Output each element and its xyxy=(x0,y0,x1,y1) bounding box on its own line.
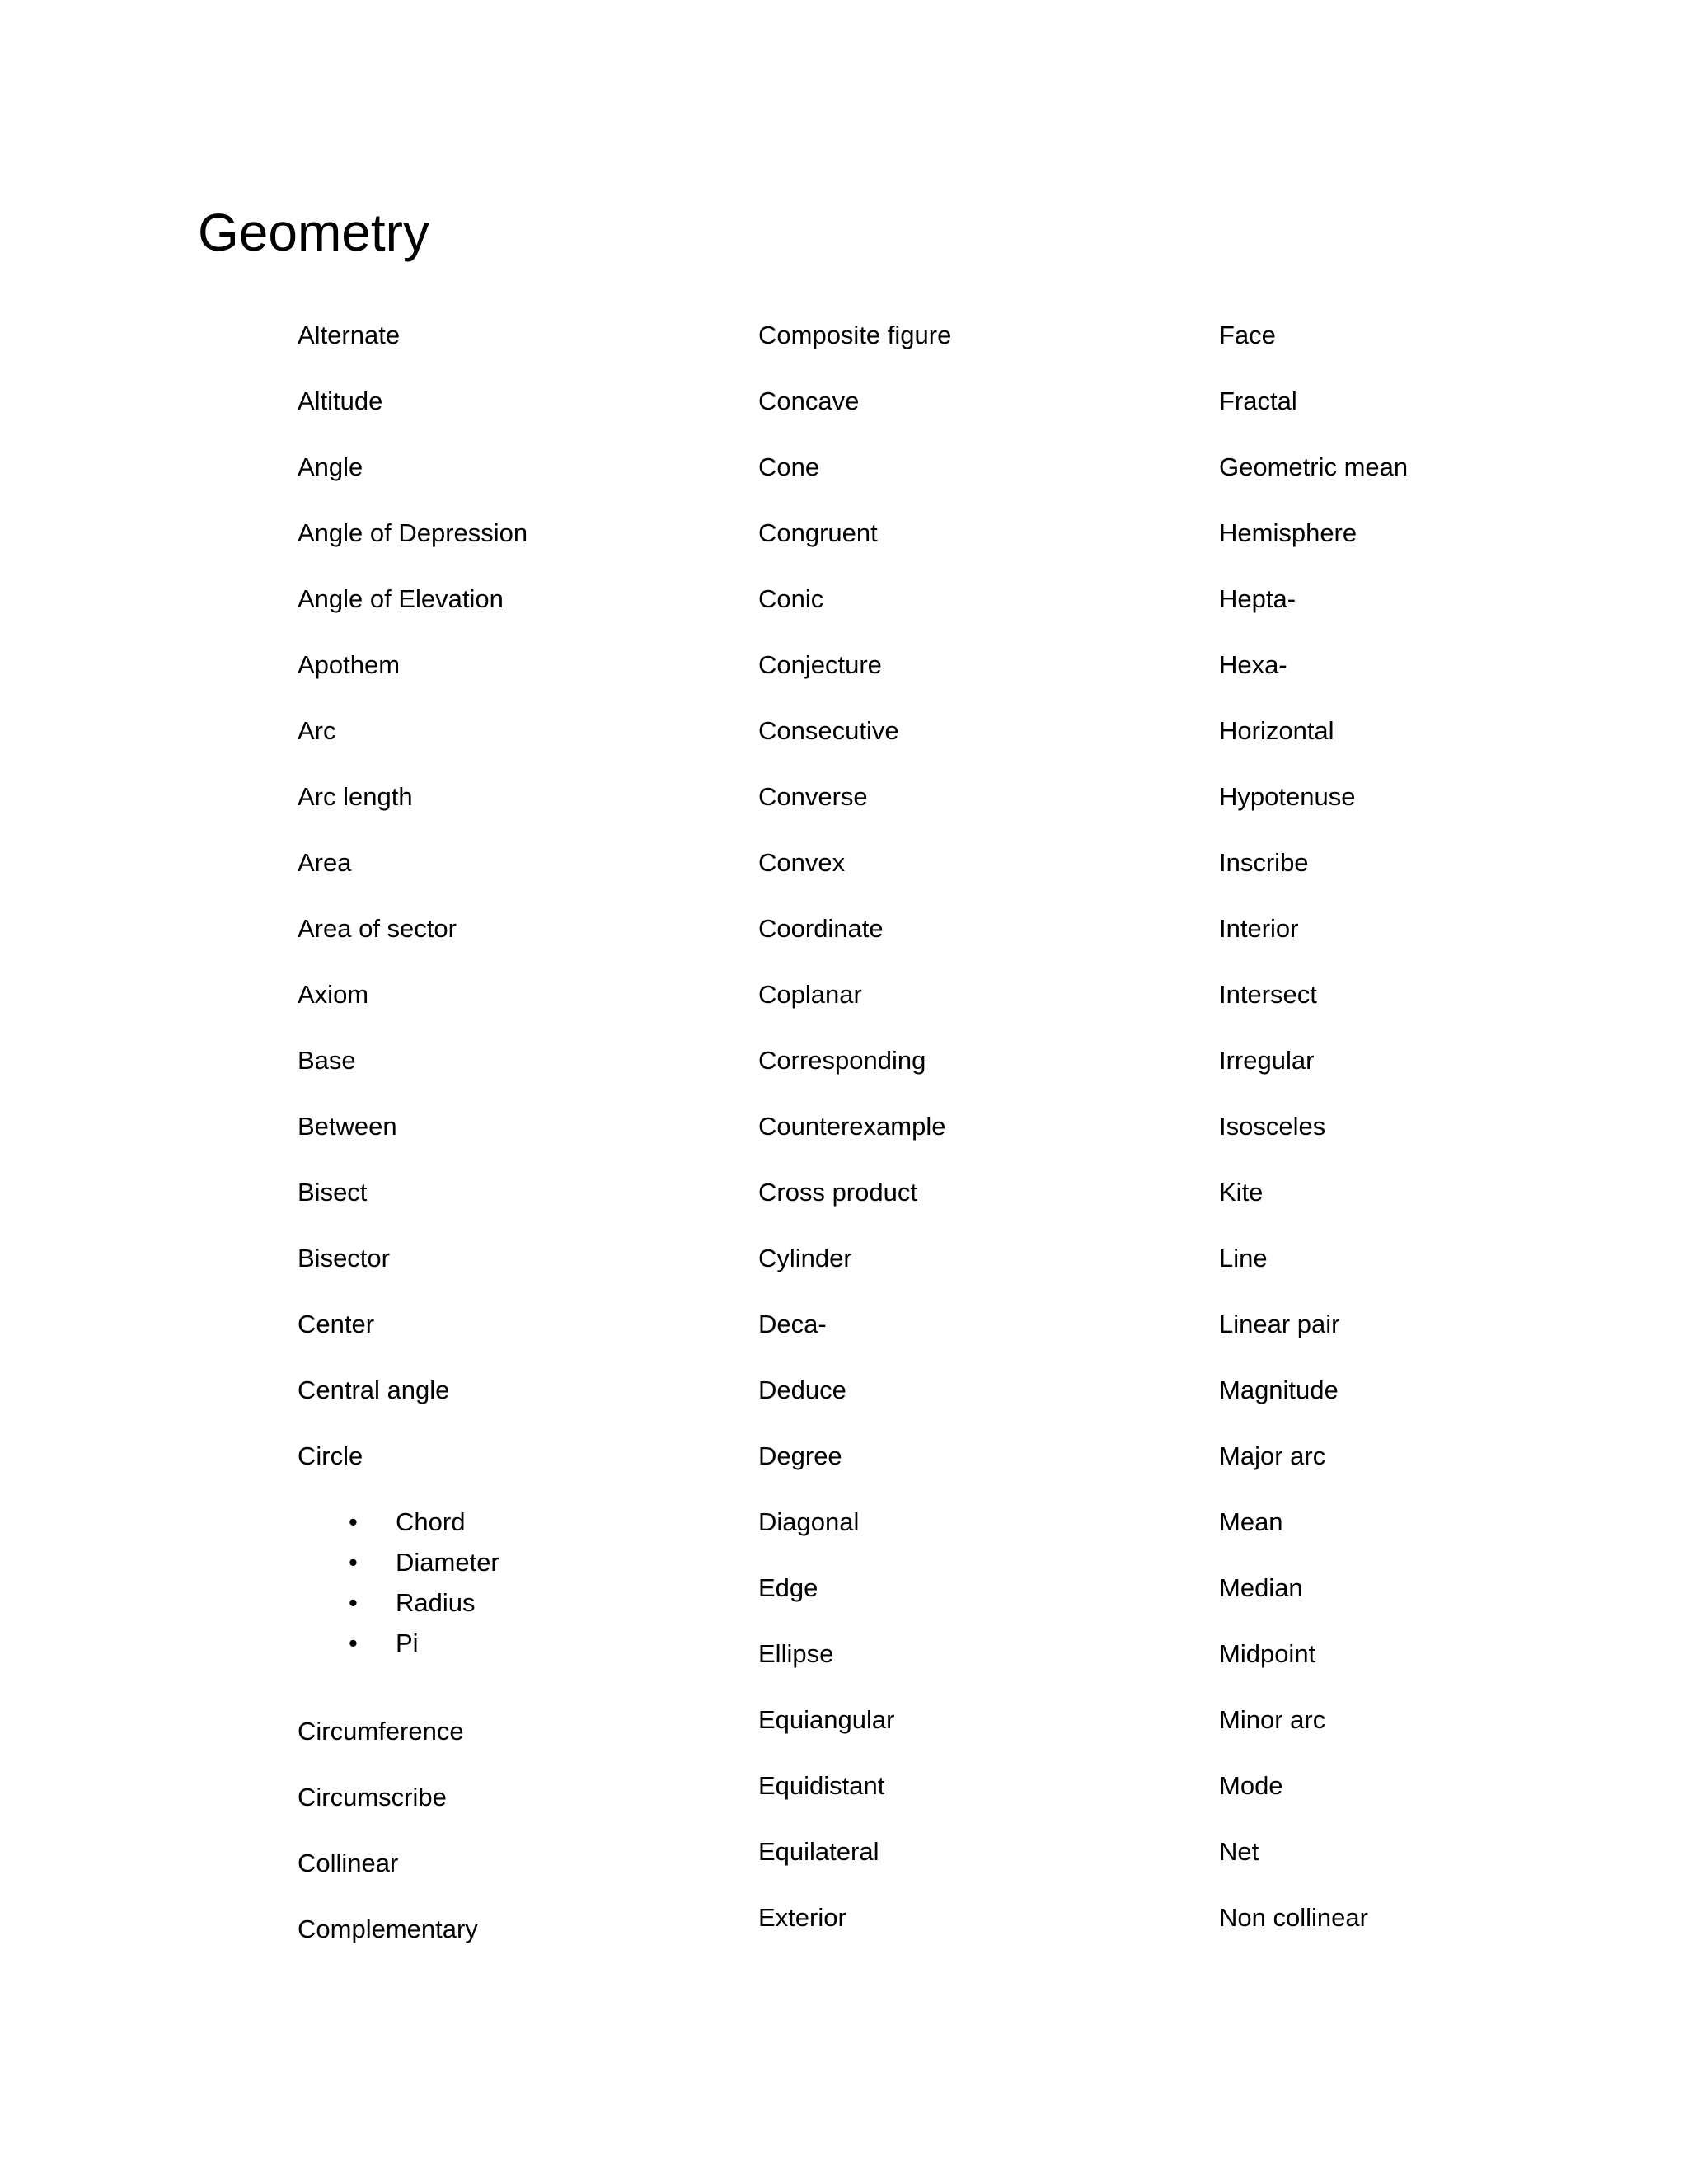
term-item: Line xyxy=(1219,1244,1268,1272)
term-item: Conjecture xyxy=(758,650,882,679)
term-item: Inscribe xyxy=(1219,848,1309,877)
term-item: Arc length xyxy=(298,782,413,811)
term-item: Hepta- xyxy=(1219,584,1296,613)
term-item: Midpoint xyxy=(1219,1639,1316,1668)
term-item: Degree xyxy=(758,1441,842,1470)
term-item: Center xyxy=(298,1310,375,1338)
term-item: Exterior xyxy=(758,1903,846,1932)
term-item: Alternate xyxy=(298,321,401,349)
term-item: Counterexample xyxy=(758,1112,946,1141)
bullet-icon: • xyxy=(349,1629,358,1657)
term-item: Cone xyxy=(758,452,820,481)
subterm-label: Chord xyxy=(396,1507,466,1536)
term-item: Bisect xyxy=(298,1178,368,1207)
term-item: Consecutive xyxy=(758,716,899,745)
term-item: Altitude xyxy=(298,387,383,415)
term-item: Converse xyxy=(758,782,868,811)
subterm-label: Diameter xyxy=(396,1548,499,1577)
term-item: Central angle xyxy=(298,1376,450,1404)
term-item: Angle of Depression xyxy=(298,518,528,547)
term-item: Composite figure xyxy=(758,321,952,349)
term-item: Cross product xyxy=(758,1178,917,1207)
term-item: Concave xyxy=(758,387,860,415)
term-item: Corresponding xyxy=(758,1046,926,1075)
term-item: Diagonal xyxy=(758,1507,860,1536)
term-item: Base xyxy=(298,1046,356,1075)
circle-subterm-list xyxy=(298,1507,726,1658)
term-item: Minor arc xyxy=(1219,1705,1326,1734)
subterm-item xyxy=(298,1628,726,1658)
term-item: Horizontal xyxy=(1219,716,1334,745)
term-item: Face xyxy=(1219,321,1276,349)
term-item: Arc xyxy=(298,716,336,745)
term-item: Median xyxy=(1219,1573,1303,1602)
subterm-item xyxy=(298,1587,726,1618)
term-item: Deduce xyxy=(758,1376,846,1404)
term-item: Irregular xyxy=(1219,1046,1315,1075)
term-item: Hexa- xyxy=(1219,650,1287,679)
term-item: Ellipse xyxy=(758,1639,834,1668)
term-item: Kite xyxy=(1219,1178,1264,1207)
circle-subterm-group xyxy=(298,1507,726,1658)
term-item: Angle of Elevation xyxy=(298,584,504,613)
term-item: Hypotenuse xyxy=(1219,782,1356,811)
term-item: Magnitude xyxy=(1219,1376,1339,1404)
term-item: Equidistant xyxy=(758,1771,885,1800)
subterm-label: Radius xyxy=(396,1588,476,1617)
term-item: Mode xyxy=(1219,1771,1283,1800)
term-item: Circumference xyxy=(298,1717,464,1746)
term-item: Equilateral xyxy=(758,1837,879,1866)
term-column-2 xyxy=(758,320,1187,1968)
term-item: Geometric mean xyxy=(1219,452,1409,481)
term-item: Collinear xyxy=(298,1849,399,1877)
term-item: Non collinear xyxy=(1219,1903,1368,1932)
term-item: Area of sector xyxy=(298,914,457,943)
term-item: Angle xyxy=(298,452,363,481)
term-item: Congruent xyxy=(758,518,878,547)
term-item: Edge xyxy=(758,1573,818,1602)
term-item: Coplanar xyxy=(758,980,862,1009)
term-item: Circumscribe xyxy=(298,1783,447,1811)
term-item: Cylinder xyxy=(758,1244,852,1272)
term-item: Linear pair xyxy=(1219,1310,1340,1338)
term-item: Net xyxy=(1219,1837,1259,1866)
term-item: Apothem xyxy=(298,650,401,679)
term-item: Between xyxy=(298,1112,397,1141)
term-item: Coordinate xyxy=(758,914,884,943)
term-column-1 xyxy=(298,320,726,1980)
term-item: Complementary xyxy=(298,1915,478,1943)
term-item: Interior xyxy=(1219,914,1299,943)
term-item: Deca- xyxy=(758,1310,827,1338)
bullet-icon: • xyxy=(349,1548,358,1577)
term-item: Isosceles xyxy=(1219,1112,1326,1141)
term-item: Equiangular xyxy=(758,1705,895,1734)
term-item: Intersect xyxy=(1219,980,1317,1009)
term-item: Mean xyxy=(1219,1507,1283,1536)
term-item: Axiom xyxy=(298,980,369,1009)
term-item: Major arc xyxy=(1219,1441,1326,1470)
term-item: Fractal xyxy=(1219,387,1297,415)
subterm-label: Pi xyxy=(396,1629,419,1657)
term-item: Bisector xyxy=(298,1244,390,1272)
subterm-item xyxy=(298,1547,726,1577)
term-item: Circle xyxy=(298,1441,363,1470)
bullet-icon: • xyxy=(349,1507,358,1536)
term-item: Convex xyxy=(758,848,846,877)
term-item: Hemisphere xyxy=(1219,518,1357,547)
term-item: Area xyxy=(298,848,352,877)
bullet-icon: • xyxy=(349,1588,358,1617)
term-column-3 xyxy=(1219,320,1648,1968)
subterm-item xyxy=(298,1507,726,1537)
term-item: Conic xyxy=(758,584,824,613)
page-title: Geometry xyxy=(198,203,429,262)
